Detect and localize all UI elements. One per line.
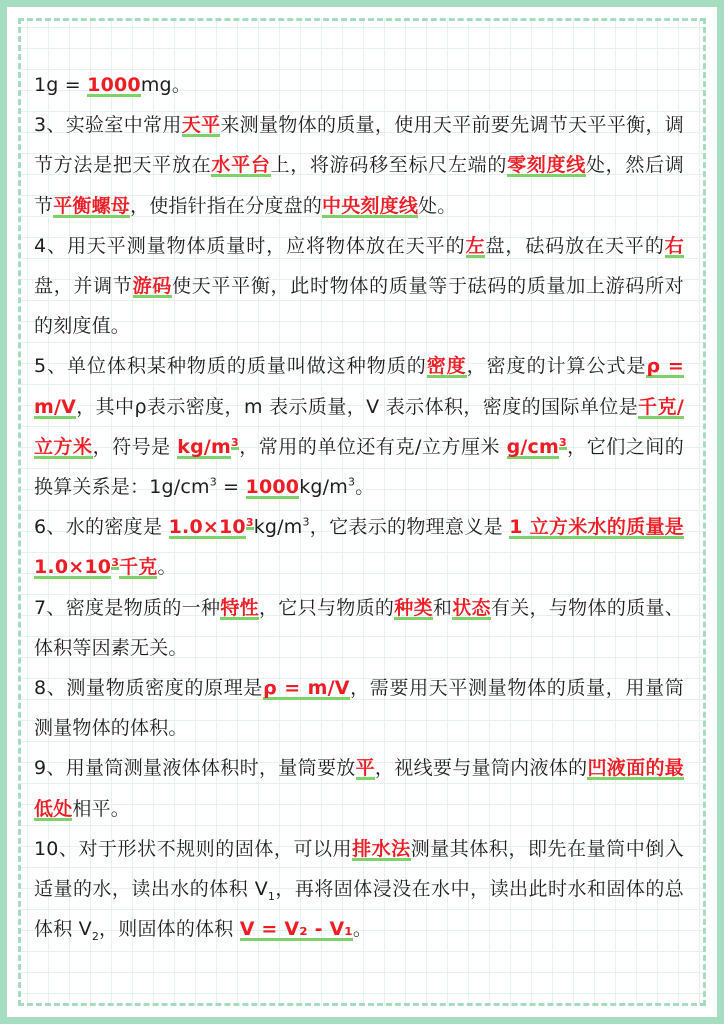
highlight-term: 左 xyxy=(465,234,486,257)
text-segment: ，使指针指在分度盘的 xyxy=(130,194,323,217)
text-segment: ，它表示的物理意义是 xyxy=(309,516,510,539)
text-segment: 9、用量筒测量液体体积时，量筒要放 xyxy=(34,757,356,780)
note-item-5 xyxy=(34,507,684,587)
text-segment: 和 xyxy=(432,596,453,619)
highlight-term: kg/m xyxy=(177,435,232,458)
text-segment: 使天平平衡，此时物体的质量等于砝码的质量加上游码所对的刻度值。 xyxy=(34,275,684,338)
text-segment: 。 xyxy=(157,556,177,579)
superscript: 3 xyxy=(302,515,310,529)
superscript: 3 xyxy=(111,556,120,570)
text-segment: 有关，与物体的质量、体积等因素无关。 xyxy=(34,596,684,659)
highlight-term: 游码 xyxy=(132,275,172,298)
note-item-3 xyxy=(34,226,684,347)
text-segment: 8、测量物质密度的原理是 xyxy=(34,677,264,700)
superscript: 3 xyxy=(348,475,356,489)
text-segment: kg/m xyxy=(253,516,303,539)
highlight-term: 零刻度线 xyxy=(507,154,586,177)
superscript: 3 xyxy=(231,435,239,449)
note-item-8 xyxy=(34,748,684,828)
note-item-9 xyxy=(34,829,684,950)
highlight-term: 1.0×10 xyxy=(168,516,246,539)
text-segment: 1g = xyxy=(34,74,88,96)
highlight-term: 1 立方米水的质量是 1.0×10 xyxy=(34,516,684,579)
text-segment: 4、用天平测量物体质量时，应将物体放在天平的 xyxy=(34,234,466,257)
text-segment: 处。 xyxy=(418,194,457,217)
highlight-term: 中央刻度线 xyxy=(322,194,419,217)
text-segment: 上，将游码移至标尺左端的 xyxy=(270,154,508,177)
text-segment: 10、对于形状不规则的固体，可以用 xyxy=(34,837,353,860)
text-segment: ，它们之间的换算关系是：1g/cm xyxy=(34,435,685,499)
text-segment: = xyxy=(216,476,246,499)
notes-content xyxy=(34,65,684,949)
highlight-term: 1000 xyxy=(87,74,141,96)
highlight-term: 密度 xyxy=(426,355,467,378)
note-item-4 xyxy=(34,346,684,507)
highlight-term: 平衡螺母 xyxy=(53,194,131,217)
subscript: 2 xyxy=(91,930,100,944)
note-item-2 xyxy=(34,105,684,226)
superscript: 3 xyxy=(245,515,254,529)
text-segment: ，密度的计算公式是 xyxy=(466,355,647,378)
highlight-term: ρ = m/V xyxy=(263,677,350,700)
text-segment: ，再将固体浸没在水中，读出此时水和固体的总体积 V xyxy=(34,878,685,941)
superscript: 3 xyxy=(209,475,217,489)
highlight-term: g/cm xyxy=(506,435,559,458)
highlight-term: 排水法 xyxy=(352,837,411,860)
highlight-term: 水平台 xyxy=(211,154,271,177)
text-segment: mg。 xyxy=(140,74,192,96)
highlight-term: 凹液面的最低处 xyxy=(34,757,684,820)
text-segment: ，则固体的体积 xyxy=(99,918,240,941)
highlight-term: 平 xyxy=(355,757,375,780)
highlight-term: ρ = m/V xyxy=(34,355,684,418)
highlight-term: 右 xyxy=(664,234,684,257)
text-segment: 盘，砝码放在天平的 xyxy=(485,234,665,257)
text-segment: 相平。 xyxy=(72,797,131,820)
highlight-term: 千克 xyxy=(119,556,158,579)
superscript: 3 xyxy=(558,435,567,449)
text-segment: ，其中ρ表示密度，m 表示质量，V 表示体积，密度的国际单位是 xyxy=(76,395,639,418)
text-segment: ，常用的单位还有克/立方厘米 xyxy=(238,435,507,458)
text-segment: 。 xyxy=(355,476,375,499)
text-segment: 。 xyxy=(352,918,373,941)
text-segment: ，它只与物质的 xyxy=(258,596,395,619)
subscript: 1 xyxy=(267,889,276,903)
highlight-term: 天平 xyxy=(181,114,221,137)
text-segment: kg/m xyxy=(299,476,348,499)
note-item-1 xyxy=(34,65,684,105)
text-segment: ，视线要与量筒内液体的 xyxy=(374,757,588,780)
text-segment: ，符号是 xyxy=(92,435,178,458)
text-segment: 测量其体积，即先在量筒中倒入适量的水，读出水的体积 V xyxy=(34,837,684,901)
highlight-term: V = V₂ - V₁ xyxy=(239,918,353,941)
highlight-term: 状态 xyxy=(452,596,491,619)
highlight-term: 1000 xyxy=(245,476,300,499)
text-segment: 7、密度是物质的一种 xyxy=(34,596,221,619)
highlight-term: 种类 xyxy=(394,596,433,619)
text-segment: 来测量物体的质量，使用天平前要先调节天平平衡，调节方法是把天平放在 xyxy=(34,114,684,177)
text-segment: 6、水的密度是 xyxy=(34,516,169,539)
text-segment: 3、实验室中常用 xyxy=(34,114,182,137)
highlight-term: 特性 xyxy=(220,596,259,619)
note-item-7 xyxy=(34,668,684,748)
note-item-6 xyxy=(34,588,684,668)
highlight-term: 千克/立方米 xyxy=(34,395,684,458)
text-segment: 5、单位体积某种物质的质量叫做这种物质的 xyxy=(34,355,427,378)
text-segment: 处，然后调节 xyxy=(34,154,684,217)
text-segment: 盘，并调节 xyxy=(34,275,133,298)
text-segment: ，需要用天平测量物体的质量，用量筒测量物体的体积。 xyxy=(34,677,684,740)
